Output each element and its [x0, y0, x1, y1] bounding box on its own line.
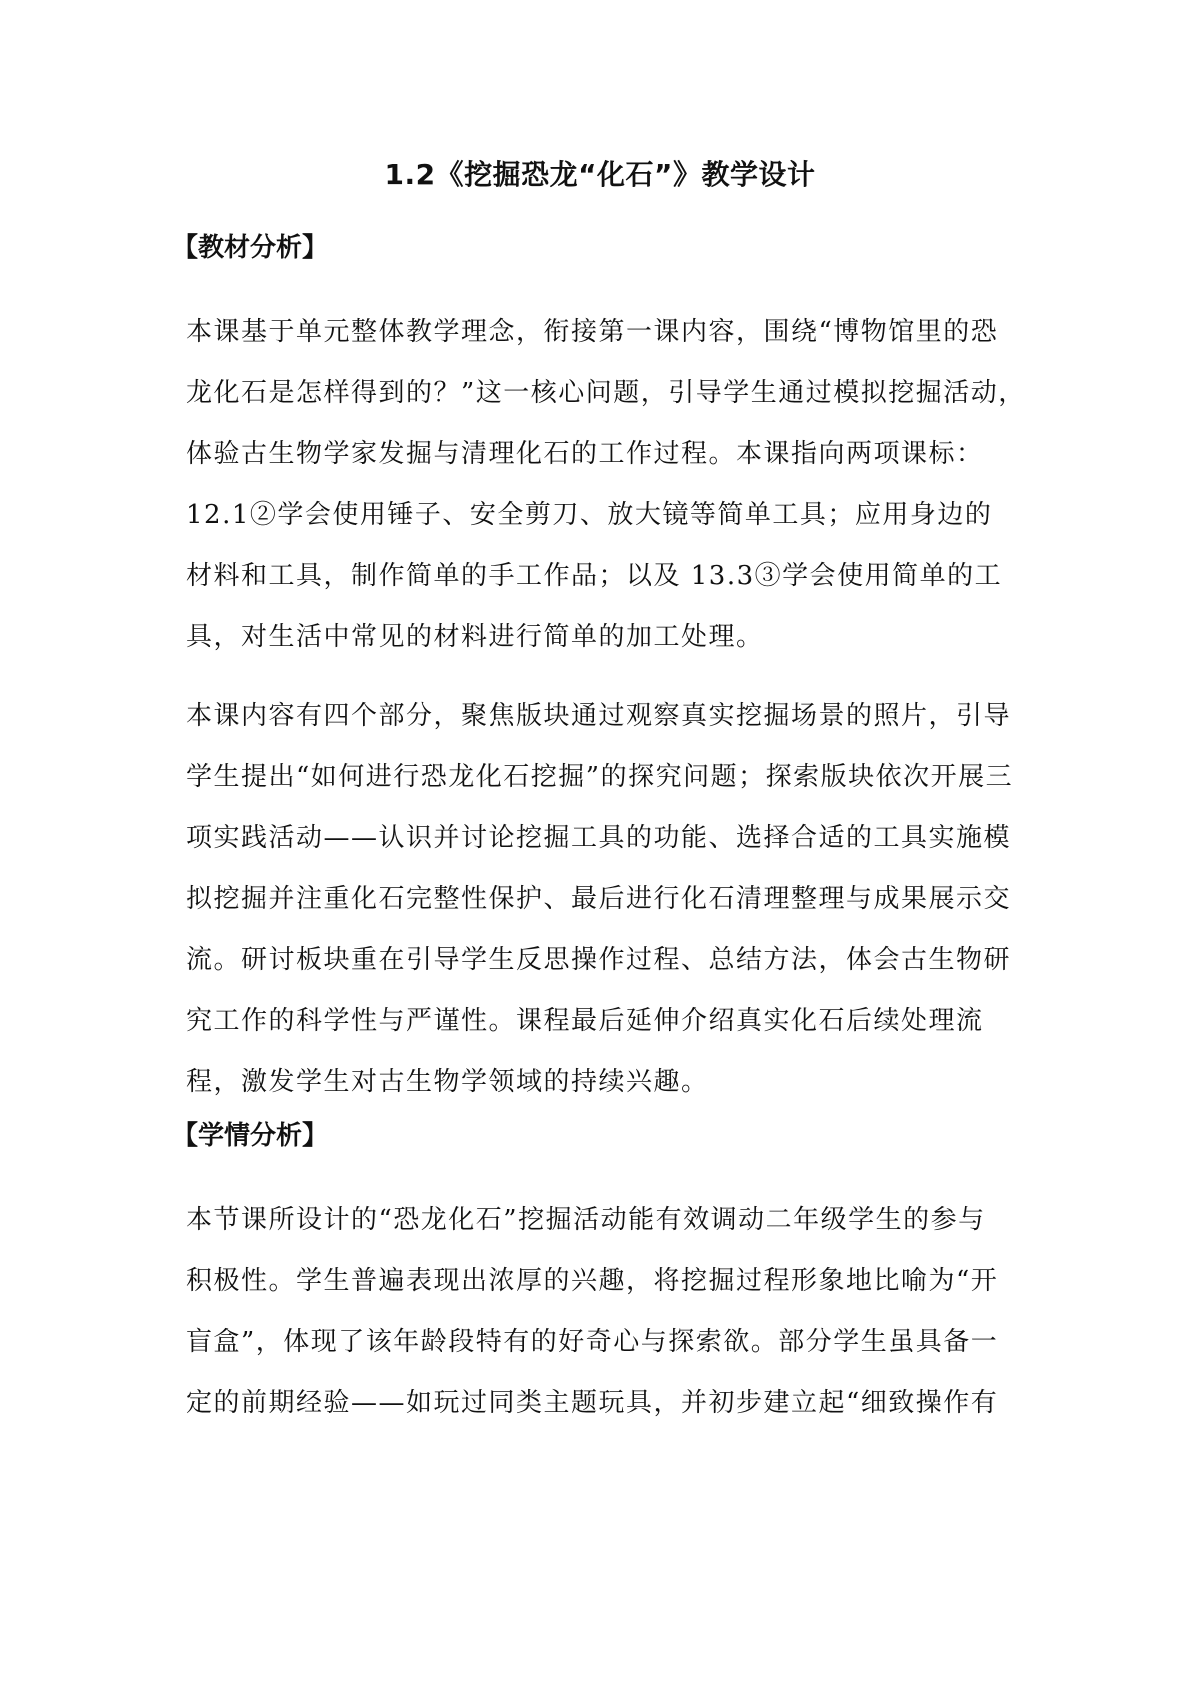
document-title: 1.2《挖掘恐龙“化石”》教学设计 — [384, 158, 816, 191]
paragraph-line: 本节课所设计的“恐龙化石”挖掘活动能有效调动二年级学生的参与 — [186, 1205, 986, 1235]
paragraph-line: 流。研讨板块重在引导学生反思操作过程、总结方法，体会古生物研 — [186, 945, 1012, 975]
paragraph-textbook-analysis-2 — [186, 686, 1032, 1113]
paragraph-line: 龙化石是怎样得到的？”这一核心问题，引导学生通过模拟挖掘活动， — [186, 378, 1026, 408]
paragraph-line: 积极性。学生普遍表现出浓厚的兴趣，将挖掘过程形象地比喻为“开 — [186, 1266, 999, 1296]
paragraph-line: 究工作的科学性与严谨性。课程最后延伸介绍真实化石后续处理流 — [186, 1006, 984, 1036]
paragraph-line: 本课内容有四个部分，聚焦版块通过观察真实挖掘场景的照片，引导 — [186, 701, 1012, 731]
paragraph-line: 拟挖掘并注重化石完整性保护、最后进行化石清理整理与成果展示交 — [186, 884, 1012, 914]
paragraph-line: 学生提出“如何进行恐龙化石挖掘”的探究问题；探索版块依次开展三 — [186, 762, 1014, 792]
section-heading-learner-analysis: 【学情分析】 — [172, 1121, 329, 1151]
paragraph-line: 体验古生物学家发掘与清理化石的工作过程。本课指向两项课标： — [186, 439, 984, 469]
paragraph-textbook-analysis-1 — [186, 302, 1032, 668]
paragraph-line: 项实践活动——认识并讨论挖掘工具的功能、选择合适的工具实施模 — [186, 823, 1012, 853]
paragraph-line: 12.1②学会使用锤子、安全剪刀、放大镜等简单工具；应用身边的 — [186, 500, 993, 530]
paragraph-line: 本课基于单元整体教学理念，衔接第一课内容，围绕“博物馆里的恐 — [186, 317, 999, 347]
paragraph-line: 程，激发学生对古生物学领域的持续兴趣。 — [186, 1067, 709, 1097]
paragraph-line: 定的前期经验——如玩过同类主题玩具，并初步建立起“细致操作有 — [186, 1388, 999, 1418]
paragraph-line: 具，对生活中常见的材料进行简单的加工处理。 — [186, 622, 764, 652]
section-heading-textbook-analysis: 【教材分析】 — [172, 233, 329, 263]
paragraph-line: 盲盒”，体现了该年龄段特有的好奇心与探索欲。部分学生虽具备一 — [186, 1327, 999, 1357]
paragraph-learner-analysis-1 — [186, 1190, 1032, 1434]
paragraph-line: 材料和工具，制作简单的手工作品；以及 13.3③学会使用简单的工 — [186, 561, 1003, 591]
